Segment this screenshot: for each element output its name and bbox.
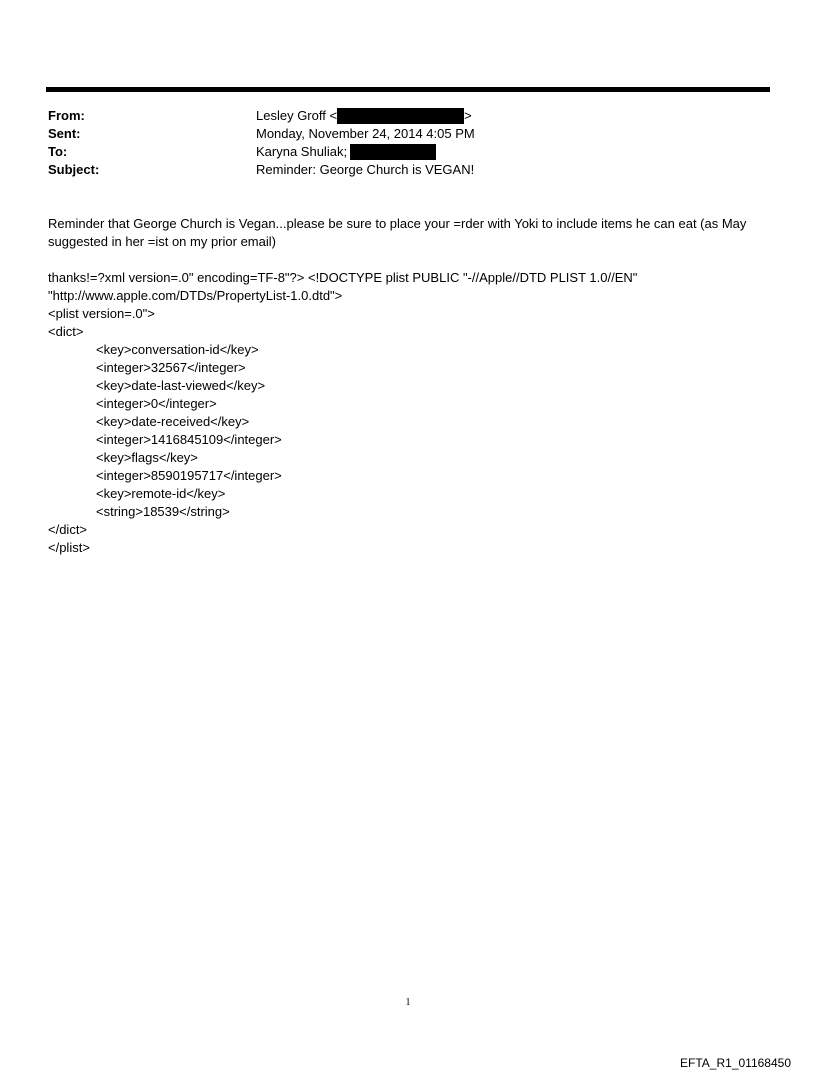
plist-line: "http://www.apple.com/DTDs/PropertyList-1.0.dtd"> [48,288,343,303]
body-text-line: Reminder that George Church is Vegan...please be sure to place your =rder with Yoki to include items he can eat (as May [48,216,747,231]
dict-entry: <string>18539</string> [96,504,230,519]
from-value [256,107,472,125]
plist-line: thanks!=?xml version=.0" encoding=TF-8"?> <!DOCTYPE plist PUBLIC "-//Apple//DTD PLIST 1.0//EN" [48,270,638,285]
sent-label: Sent: [48,126,81,141]
dict-entry: <key>date-received</key> [96,414,250,429]
paragraph-gap [48,251,776,269]
dict-entry: <key>flags</key> [96,450,198,465]
from-row [48,107,748,125]
from-name: Lesley Groff < [256,108,338,123]
to-row [48,143,748,161]
email-body [48,215,776,557]
document-id: EFTA_R1_01168450 [680,1056,791,1070]
plist-line: </dict> [48,522,88,537]
subject-label: Subject: [48,162,100,177]
dict-entry: <integer>0</integer> [96,396,217,411]
redaction-box [337,108,464,124]
body-text-line: suggested in her =ist on my prior email) [48,234,276,249]
page-number: 1 [405,997,411,1008]
sent-value: Monday, November 24, 2014 4:05 PM [256,126,475,141]
plist-line: <dict> [48,324,84,339]
redaction-box [350,144,436,160]
dict-entry: <key>date-last-viewed</key> [96,378,266,393]
email-header [48,107,748,179]
subject-row [48,161,748,179]
from-close: > [464,108,472,123]
dict-entry: <integer>8590195717</integer> [96,468,282,483]
plist-line: <plist version=.0"> [48,306,155,321]
dict-entry: <integer>1416845109</integer> [96,432,282,447]
plist-line: </plist> [48,540,90,555]
from-label: From: [48,108,85,123]
to-value [256,143,436,161]
dict-entry: <key>remote-id</key> [96,486,226,501]
to-label: To: [48,144,68,159]
dict-entry: <integer>32567</integer> [96,360,246,375]
dict-entry: <key>conversation-id</key> [96,342,259,357]
subject-value: Reminder: George Church is VEGAN! [256,162,475,177]
header-rule [46,87,770,92]
sent-row [48,125,748,143]
to-name: Karyna Shuliak; [256,144,348,159]
